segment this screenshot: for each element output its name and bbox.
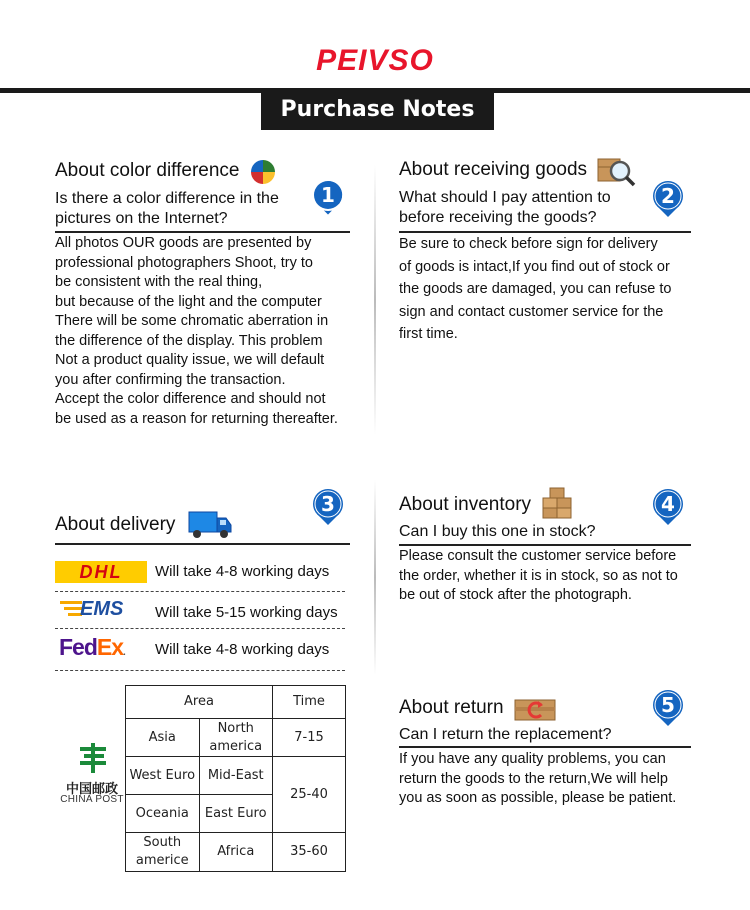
cell-east-euro: East Euro xyxy=(199,795,273,833)
body-line: the goods are damaged, you can refuse to xyxy=(399,281,672,297)
ems-logo-text: EMS xyxy=(80,598,124,620)
section-body xyxy=(399,233,709,346)
header-area: Area xyxy=(126,686,273,719)
svg-text:5: 5 xyxy=(661,693,675,717)
section-question: Can I return the replacement? xyxy=(399,726,612,743)
section-body xyxy=(399,750,719,809)
section-rule xyxy=(399,746,691,748)
brand-logo: PEIVSO xyxy=(316,44,434,77)
section-question xyxy=(55,189,305,229)
section-return xyxy=(399,697,504,719)
color-wheel-icon xyxy=(250,159,276,185)
cell-africa: Africa xyxy=(199,833,273,872)
section-question xyxy=(399,188,659,228)
body-line: Accept the color difference and should not xyxy=(55,391,326,407)
cell-line: america xyxy=(209,738,263,754)
dashed-divider xyxy=(55,591,345,592)
body-line: the difference of the display. This problem xyxy=(55,332,323,349)
svg-text:4: 4 xyxy=(661,492,675,516)
china-post-emblem-icon xyxy=(78,743,108,773)
svg-text:1: 1 xyxy=(321,183,335,207)
number-badge-4 xyxy=(651,487,685,527)
china-post-cn: 中国邮政 xyxy=(65,782,118,797)
carrier-fedex-text: Will take 4-8 working days xyxy=(155,641,330,658)
cell-line: americe xyxy=(135,853,189,868)
cell-mid-east: Mid-East xyxy=(199,757,273,795)
section-receiving-goods xyxy=(399,159,587,181)
body-line: sign and contact customer service for the xyxy=(399,303,664,320)
cell-oceania: Oceania xyxy=(126,795,200,833)
section-inventory xyxy=(399,494,531,516)
number-badge-2 xyxy=(651,179,685,219)
page-title-banner: Purchase Notes xyxy=(261,89,494,130)
cell-line: South xyxy=(143,835,182,850)
stacked-boxes-icon xyxy=(542,487,572,519)
body-line: be consistent with the real thing, xyxy=(55,274,263,290)
cell-west-euro: West Euro xyxy=(126,757,200,795)
question-line: before receiving the goods? xyxy=(399,209,597,226)
cell-south-america xyxy=(126,833,200,872)
body-line: Be sure to check before sign for delivery xyxy=(399,236,658,252)
cell-asia: Asia xyxy=(126,719,200,757)
cell-line: North xyxy=(217,720,254,736)
body-line: Please consult the customer service before xyxy=(399,548,677,564)
dhl-logo-text: DHL xyxy=(79,562,123,582)
body-line: There will be some chromatic aberration in xyxy=(55,313,329,329)
body-line: All photos OUR goods are presented by xyxy=(55,235,312,251)
body-line: you as soon as possible, please be patient. xyxy=(399,790,677,806)
section-rule xyxy=(399,544,691,546)
section-delivery xyxy=(55,514,175,536)
body-line: professional photographers Shoot, try to xyxy=(55,254,313,271)
question-line: What should I pay attention to xyxy=(399,189,611,206)
column-divider xyxy=(374,165,376,435)
header-time: Time xyxy=(273,686,346,719)
section-title: About color difference xyxy=(55,160,240,181)
china-post-en: CHINA POST xyxy=(60,794,124,805)
question-line: Is there a color difference in the xyxy=(55,190,279,207)
body-line: of goods is intact,If you find out of stock or xyxy=(399,258,670,275)
section-body xyxy=(399,547,719,606)
dashed-divider xyxy=(55,670,345,671)
carrier-dhl-text: Will take 4-8 working days xyxy=(155,563,330,580)
delivery-truck-icon xyxy=(188,510,232,540)
column-divider xyxy=(374,480,376,675)
body-line: return the goods to the return,We will help xyxy=(399,770,668,787)
body-line: be out of stock after the photograph. xyxy=(399,587,632,603)
body-line: first time. xyxy=(399,326,458,342)
body-line: If you have any quality problems, you can xyxy=(399,751,666,767)
return-package-icon xyxy=(513,697,557,723)
dashed-divider xyxy=(55,628,345,629)
svg-text:3: 3 xyxy=(321,492,335,516)
cell-north-america xyxy=(199,719,273,757)
cell-time-1: 7-15 xyxy=(273,719,346,757)
number-badge-5 xyxy=(651,688,685,728)
body-line: be used as a reason for returning thereafter. xyxy=(55,410,338,427)
section-rule xyxy=(55,231,350,233)
section-title: About inventory xyxy=(399,494,532,515)
body-line: but because of the light and the computer xyxy=(55,293,322,310)
section-question: Can I buy this one in stock? xyxy=(399,523,596,540)
body-line: Not a product quality issue, we will default xyxy=(55,352,325,368)
section-title: About receiving goods xyxy=(399,159,588,180)
question-line: pictures on the Internet? xyxy=(55,210,228,227)
carrier-ems-text: Will take 5-15 working days xyxy=(155,604,338,621)
body-line: you after confirming the transaction. xyxy=(55,371,286,388)
ems-logo xyxy=(60,597,140,623)
section-body xyxy=(55,234,365,429)
fedex-logo: FedEx. xyxy=(59,634,125,660)
section-color-difference xyxy=(55,160,240,182)
shipping-rate-table xyxy=(125,685,346,872)
body-line: the order, whether it is in stock, so as not to xyxy=(399,567,678,584)
inspect-package-icon xyxy=(596,153,636,187)
section-title: About return xyxy=(399,697,504,718)
dhl-logo xyxy=(55,561,147,583)
section-title: About delivery xyxy=(55,514,176,535)
svg-text:2: 2 xyxy=(661,184,675,208)
number-badge-1 xyxy=(311,178,345,218)
cell-time-3: 35-60 xyxy=(273,833,346,872)
section-rule xyxy=(55,543,350,545)
cell-time-2: 25-40 xyxy=(273,757,346,833)
number-badge-3 xyxy=(311,487,345,527)
